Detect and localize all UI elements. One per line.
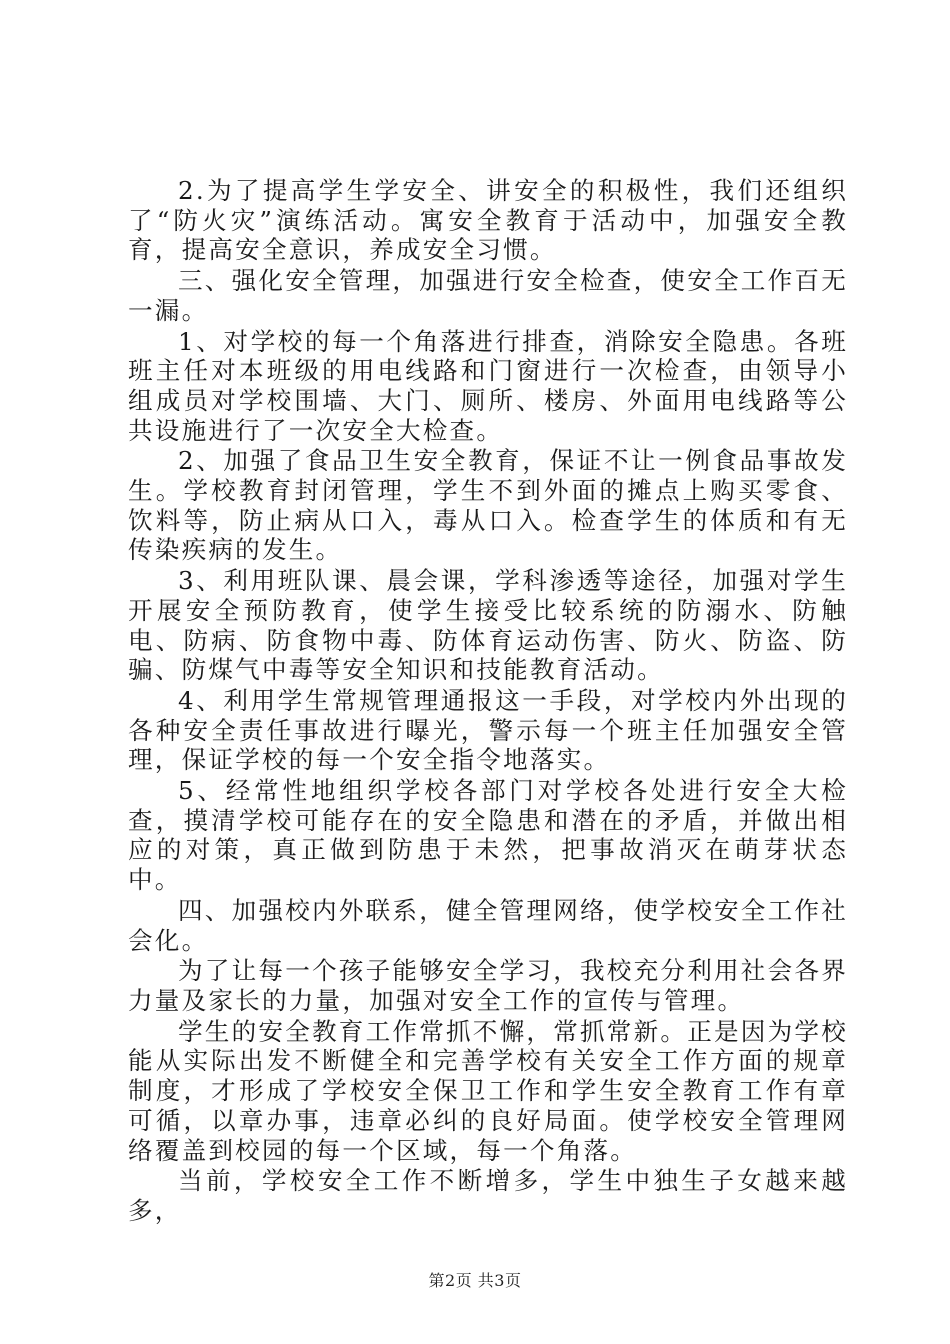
paragraph-drill-activity: 2.为了提高学生学安全、讲安全的积极性，我们还组织了“防火灾”演练活动。寓安全教育于活动中，加强安全教育，提高安全意识，养成安全习惯。 [128,176,848,265]
paragraph-item-4-reporting: 4、利用学生常规管理通报这一手段，对学校内外出现的各种安全责任事故进行曝光，警示每一个班主任加强安全管理，保证学校的每一个安全指令地落实。 [128,685,848,775]
body-text [128,176,848,1227]
paragraph-community: 为了让每一个孩子能够安全学习，我校充分利用社会各界力量及家长的力量，加强对安全工作的宣传与管理。 [128,956,848,1015]
paragraph-item-3-prevention: 3、利用班队课、晨会课，学科渗透等途径，加强对学生开展安全预防教育，使学生接受比较系统的防溺水、防触电、防病、防食物中毒、防体育运动伤害、防火、防盗、防骗、防煤气中毒等安全知识和技能教育活动。 [128,566,848,685]
paragraph-summary: 学生的安全教育工作常抓不懈，常抓常新。正是因为学校能从实际出发不断健全和完善学校有关安全工作方面的规章制度，才形成了学校安全保卫工作和学生安全教育工作有章可循，以章办事，违章必纠的良好局面。使学校安全管理网络覆盖到校园的每一个区域，每一个角落。 [128,1016,848,1165]
heading-section-four: 四、加强校内外联系，健全管理网络，使学校安全工作社会化。 [128,895,848,955]
paragraph-item-5-check: 5、经常性地组织学校各部门对学校各处进行安全大检查，摸清学校可能存在的安全隐患和潜在的矛盾，并做出相应的对策，真正做到防患于未然，把事故消灭在萌芽状态中。 [128,776,848,895]
paragraph-item-1-inspection: 1、对学校的每一个角落进行排查，消除安全隐患。各班班主任对本班级的用电线路和门窗进行一次检查，由领导小组成员对学校围墙、大门、厕所、楼房、外面用电线路等公共设施进行了一次安全大检查。 [128,326,848,445]
paragraph-current: 当前，学校安全工作不断增多，学生中独生子女越来越多， [128,1166,848,1225]
page-number-footer: 第2页 共3页 [428,1271,522,1290]
paragraph-item-2-food-safety: 2、加强了食品卫生安全教育，保证不让一例食品事故发生。学校教育封闭管理，学生不到外面的摊点上购买零食、饮料等，防止病从口入，毒从口入。检查学生的体质和有无传染疾病的发生。 [128,446,848,565]
heading-section-three: 三、强化安全管理，加强进行安全检查，使安全工作百无一漏。 [128,266,848,325]
